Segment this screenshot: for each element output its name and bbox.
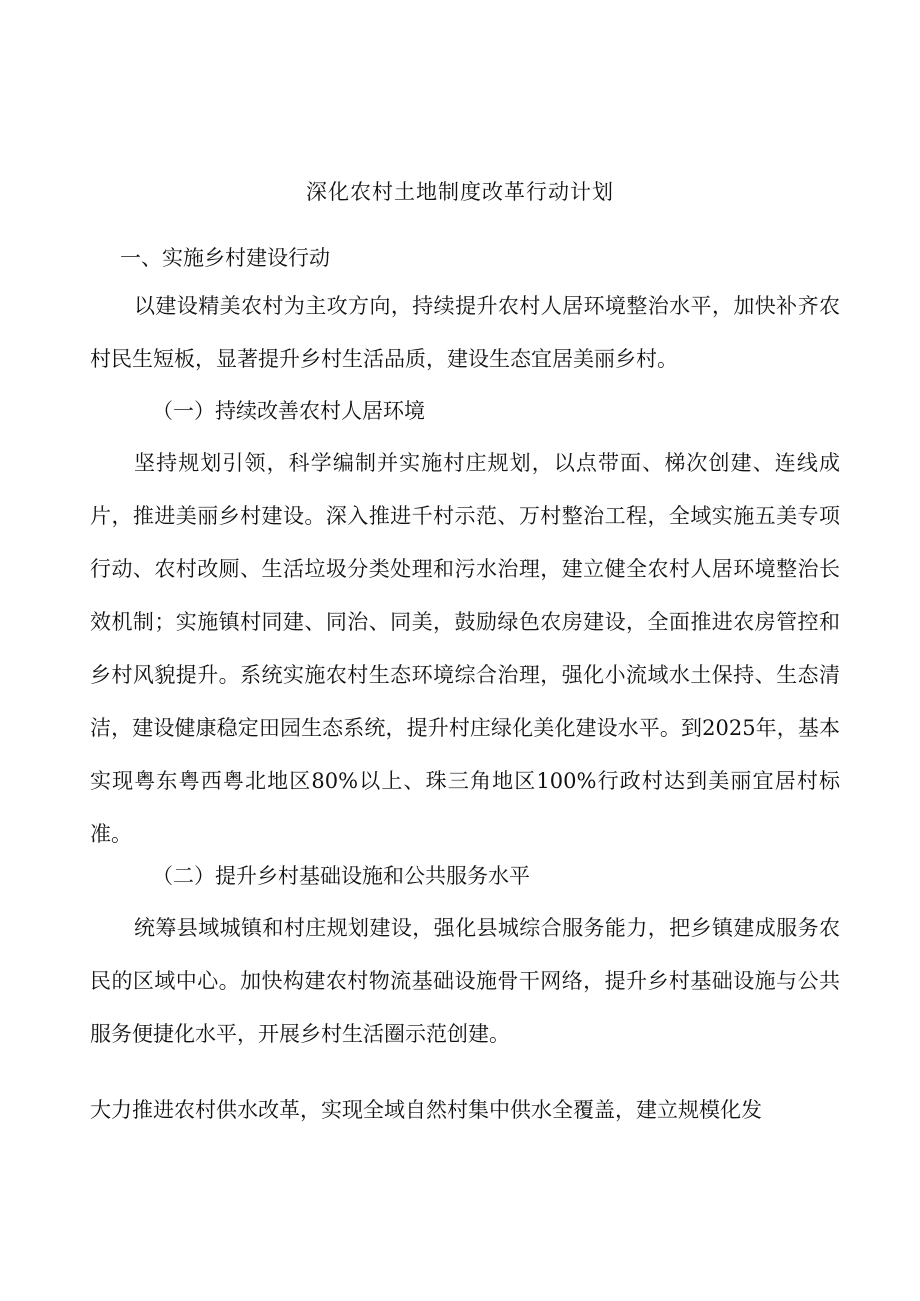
subsection-1-paragraph: 坚持规划引领，科学编制并实施村庄规划，以点带面、梯次创建、连线成片，推进美丽乡村建设。深入推进千村示范、万村整治工程，全域实施五美专项行动、农村改厕、生活垃圾分类处理和污水治理，建立健全农村人居环境整治长效机制；实施镇村同建、同治、同美，鼓励绿色农房建设，全面推进农房管控和乡村风貌提升。系统实施农村生态环境综合治理，强化小流域水土保持、生态清洁，建设健康稳定田园生态系统，提升村庄绿化美化建设水平。到2025年，基本实现粤东粤西粤北地区80%以上、珠三角地区100%行政村达到美丽宜居村标准。: [90, 451, 840, 846]
subsection-2-paragraph: 统筹县域城镇和村庄规划建设，强化县城综合服务能力，把乡镇建成服务农民的区域中心。加快构建农村物流基础设施骨干网络，提升乡村基础设施与公共服务便捷化水平，开展乡村生活圈示范创建。: [90, 916, 840, 1046]
section-heading-1: 一、实施乡村建设行动: [120, 246, 330, 270]
trailing-paragraph: 大力推进农村供水改革，实现全域自然村集中供水全覆盖，建立规模化发: [90, 1098, 762, 1122]
section-1-intro-paragraph: 以建设精美农村为主攻方向，持续提升农村人居环境整治水平，加快补齐农村民生短板，显著提升乡村生活品质，建设生态宜居美丽乡村。: [90, 294, 840, 371]
subsection-heading-2: （二）提升乡村基础设施和公共服务水平: [152, 864, 530, 888]
document-title: 深化农村土地制度改革行动计划: [306, 180, 614, 204]
subsection-heading-1: （一）持续改善农村人居环境: [152, 399, 425, 423]
